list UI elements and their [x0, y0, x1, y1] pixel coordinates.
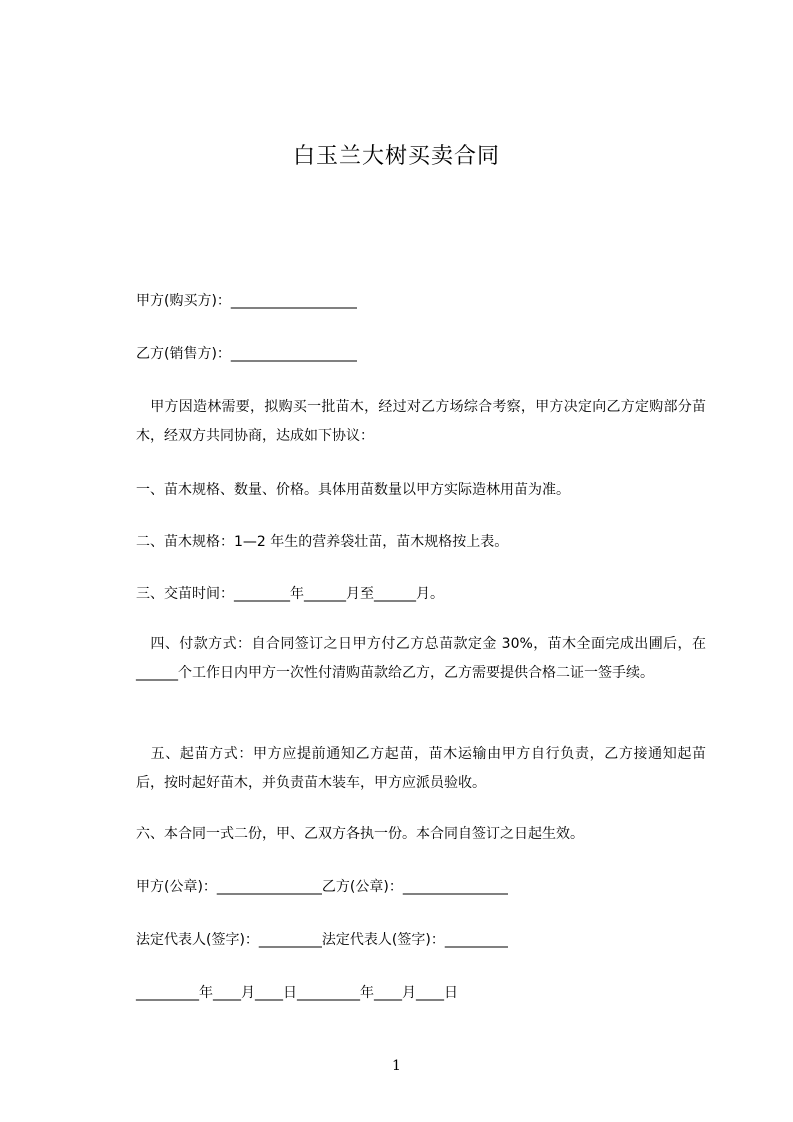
clause-4: 四、付款方式：自合同签订之日甲方付乙方总苗款定金 30%，苗木全面完成出圃后，在______个工作日内甲方一次性付清购苗款给乙方，乙方需要提供合格二证一签手续。 — [136, 636, 706, 681]
document-title: 白玉兰大树买卖合同 — [292, 144, 500, 169]
page-number: 1 — [392, 1058, 401, 1074]
clause-1: 一、苗木规格、数量、价格。具体用苗数量以甲方实际造林用苗为准。 — [136, 482, 570, 498]
party-b-line: 乙方(销售方)：__________________ — [136, 346, 357, 362]
clause-3: 三、交苗时间：________年______月至______月。 — [136, 586, 444, 602]
representative-line: 法定代表人(签字)：_________法定代表人(签字)：_________ — [136, 932, 508, 948]
clause-2: 二、苗木规格：1—2 年生的营养袋壮苗，苗木规格按上表。 — [136, 534, 509, 550]
clause-6: 六、本合同一式二份，甲、乙双方各执一份。本合同自签订之日起生效。 — [136, 826, 584, 842]
clause-5: 五、起苗方式：甲方应提前通知乙方起苗，苗木运输由甲方自行负责，乙方接通知起苗后，按时起好苗木，并负责苗木装车，甲方应派员验收。 — [136, 746, 706, 791]
seal-line: 甲方(公章)：_______________乙方(公章)：_______________ — [136, 879, 508, 895]
intro-paragraph: 甲方因造林需要，拟购买一批苗木，经过对乙方场综合考察，甲方决定向乙方定购部分苗木，经双方共同协商，达成如下协议： — [136, 399, 706, 444]
party-a-line: 甲方(购买方)：__________________ — [136, 293, 357, 309]
date-line: _________年____月____日_________年____月____日 — [136, 985, 458, 1001]
